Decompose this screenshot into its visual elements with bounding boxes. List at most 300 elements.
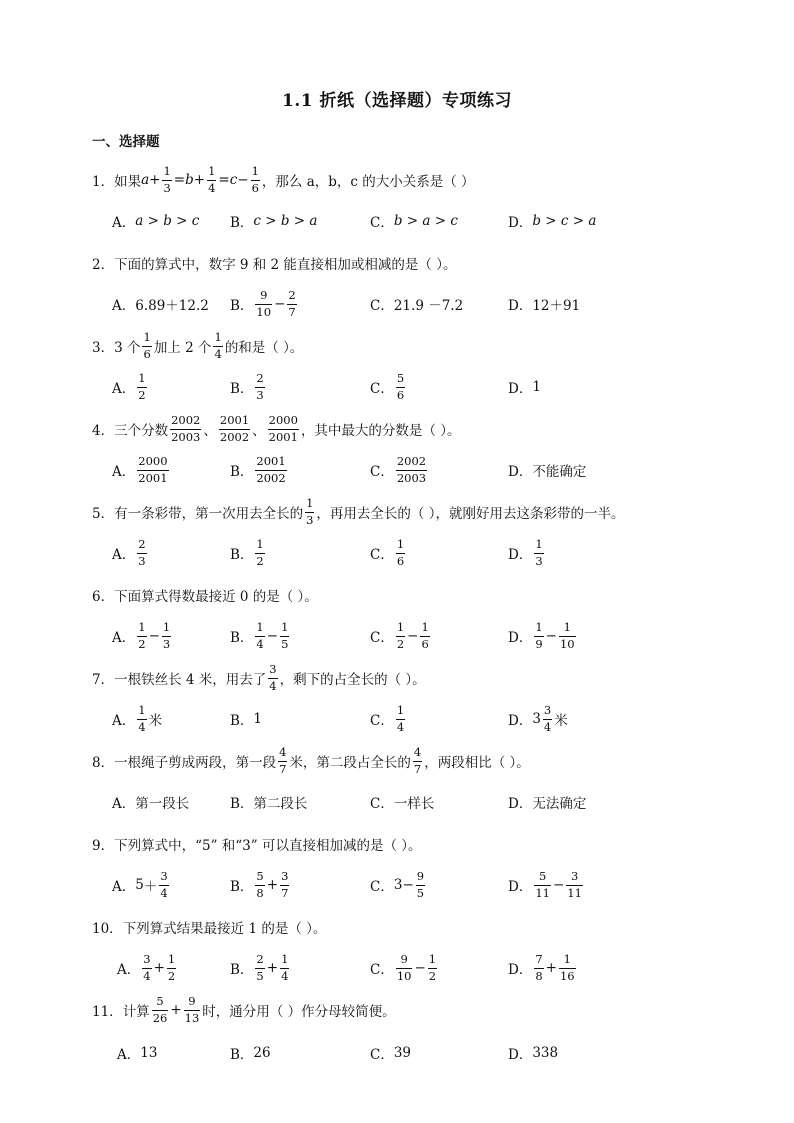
denominator: 8: [256, 885, 264, 900]
stem-text: 时，通分用（ ）作分母较简便。: [202, 1004, 396, 1020]
numerator: 1: [396, 537, 405, 552]
denominator: 5: [281, 636, 289, 651]
option-letter: D．: [508, 547, 533, 563]
option-d[interactable]: [508, 533, 546, 573]
option-value: 第二段长: [253, 796, 308, 812]
option-letter: B．: [230, 962, 254, 978]
fraction: [251, 165, 260, 194]
fraction: [534, 621, 543, 650]
numerator: 9: [416, 869, 425, 884]
stem-text: 三个分数: [114, 423, 169, 439]
option-value: 338: [532, 1045, 559, 1061]
stem-text: 如果: [114, 174, 142, 190]
question-number: 6．: [92, 589, 115, 605]
option-c[interactable]: [370, 865, 427, 905]
option-value: 12＋91: [532, 298, 581, 314]
fraction: [396, 953, 413, 982]
numerator: 5: [538, 869, 547, 884]
denominator: 3: [306, 512, 314, 527]
denominator: 2002: [256, 470, 286, 485]
option-letter: C．: [370, 215, 394, 231]
fraction: [162, 165, 171, 194]
denominator: 4: [281, 968, 289, 983]
numerator: 1: [162, 620, 171, 635]
denominator: 2002: [219, 429, 250, 444]
operator: −: [414, 960, 426, 976]
stem-text: ，那么 a，b，c 的大小关系是（ ）: [261, 174, 475, 190]
unit-label: 米: [148, 713, 163, 729]
option-a[interactable]: [112, 450, 171, 490]
option-value: c > b > a: [253, 213, 318, 229]
denominator: 7: [288, 304, 296, 319]
numerator: 1: [281, 620, 289, 635]
question-3-options: [0, 367, 794, 407]
section-heading: 一、选择题: [92, 134, 160, 150]
option-c[interactable]: [370, 533, 407, 573]
option-value: b > a > c: [393, 213, 458, 229]
operator: +: [170, 1002, 182, 1018]
option-a[interactable]: [112, 284, 209, 324]
denominator: 16: [559, 968, 575, 983]
stem-text: ，两段相比（ ）。: [424, 755, 530, 771]
option-letter: B．: [230, 796, 254, 812]
option-b[interactable]: [230, 284, 299, 324]
option-letter: B．: [230, 215, 254, 231]
question-4-stem: [92, 409, 460, 449]
fraction: [219, 414, 250, 443]
var-c: c: [229, 172, 238, 188]
numerator: 3: [570, 869, 579, 884]
denominator: 2001: [138, 470, 168, 485]
numerator: 1: [138, 620, 146, 635]
fraction: [305, 497, 314, 526]
option-a[interactable]: [112, 782, 189, 822]
fraction: [268, 663, 277, 692]
operator: −: [274, 296, 286, 312]
option-a[interactable]: [117, 1033, 157, 1073]
option-d[interactable]: [508, 699, 568, 739]
equals-sign: =: [173, 172, 186, 188]
option-a[interactable]: [112, 699, 162, 739]
denominator: 3: [256, 387, 264, 402]
numerator: 1: [535, 620, 543, 635]
var-b: b: [185, 172, 194, 188]
option-value: 1: [253, 711, 263, 727]
plus-sign: +: [193, 172, 206, 188]
option-letter: A．: [112, 215, 136, 231]
fraction: [396, 621, 405, 650]
operator: −: [545, 628, 557, 644]
option-value: 26: [253, 1045, 271, 1061]
stem-text: 计算: [122, 1004, 150, 1020]
question-1-stem: [92, 160, 475, 200]
option-d[interactable]: [508, 948, 578, 988]
question-11-stem: [92, 990, 396, 1030]
option-letter: D．: [508, 298, 533, 314]
fraction: [255, 953, 264, 982]
whole-number: 5: [135, 877, 144, 893]
denominator: 2001: [268, 429, 298, 444]
option-c[interactable]: [370, 367, 407, 407]
option-value: 13: [140, 1045, 158, 1061]
numerator: 2: [138, 537, 146, 552]
option-value: 21.9 －7.2: [393, 298, 464, 314]
numerator: 2: [256, 952, 264, 967]
question-9-options: [0, 865, 794, 905]
numerator: 1: [256, 620, 264, 635]
option-letter: A．: [117, 962, 141, 978]
option-letter: D．: [508, 464, 533, 480]
fraction: [255, 372, 264, 401]
minus-sign: −: [237, 172, 249, 188]
stem-text: 一根铁丝长 4 米，用去了: [114, 672, 267, 688]
denominator: 2: [428, 968, 437, 983]
option-letter: B．: [230, 547, 254, 563]
fraction: [280, 621, 289, 650]
numerator: 1: [208, 164, 216, 179]
option-d[interactable]: [508, 450, 586, 490]
numerator: 1: [138, 371, 146, 386]
fraction: [413, 746, 422, 775]
question-number: 9．: [92, 838, 115, 854]
numerator: 1: [163, 164, 171, 179]
denominator: 6: [396, 387, 405, 402]
option-a[interactable]: [112, 533, 149, 573]
denominator: 2: [396, 636, 405, 651]
denominator: 2: [167, 968, 176, 983]
denominator: 10: [396, 968, 412, 983]
fraction: [416, 870, 425, 899]
option-letter: A．: [112, 796, 136, 812]
question-6-stem: [92, 575, 318, 615]
denominator: 2: [256, 553, 264, 568]
option-b[interactable]: [230, 699, 262, 739]
stem-text: 的和是（ ）。: [224, 340, 304, 356]
numerator: 3: [281, 869, 289, 884]
option-letter: D．: [508, 796, 533, 812]
question-8-stem: [92, 741, 530, 781]
option-letter: A．: [112, 630, 136, 646]
denominator: 10: [559, 636, 575, 651]
fraction: [280, 870, 289, 899]
option-value: 6.89＋12.2: [135, 298, 209, 314]
option-letter: B．: [230, 630, 254, 646]
denominator: 3: [162, 636, 171, 651]
option-letter: A．: [112, 713, 136, 729]
numerator: 1: [421, 620, 429, 635]
fraction: [213, 331, 222, 360]
question-8-options: [0, 782, 794, 822]
question-number: 3．: [92, 340, 115, 356]
question-2-stem: [92, 243, 456, 283]
denominator: 4: [396, 719, 405, 734]
question-3-stem: [92, 326, 303, 366]
denominator: 11: [567, 885, 582, 900]
option-b[interactable]: [230, 533, 267, 573]
option-b[interactable]: [230, 367, 267, 407]
option-a[interactable]: [112, 367, 149, 407]
operator: −: [552, 877, 565, 893]
numerator: 9: [260, 288, 268, 303]
stem-text: 3 个: [114, 340, 141, 356]
numerator: 5: [396, 371, 405, 386]
question-5-options: [0, 533, 794, 573]
fraction: [167, 953, 176, 982]
option-letter: D．: [508, 713, 533, 729]
stem-text: ，其中最大的分数是（ ）。: [300, 423, 461, 439]
option-a[interactable]: [112, 865, 171, 905]
fraction: [534, 953, 543, 982]
question-11-options: [0, 1033, 794, 1073]
stem-text: ，剩下的占全长的（ ）。: [279, 672, 426, 688]
operator: +: [153, 960, 165, 976]
separator: 、: [252, 423, 266, 439]
denominator: 2: [138, 636, 146, 651]
operator: −: [402, 877, 414, 893]
option-letter: B．: [230, 464, 254, 480]
stem-text: 米，第二段占全长的: [289, 755, 411, 771]
question-number: 1．: [92, 174, 115, 190]
fraction: [396, 704, 405, 733]
option-letter: D．: [508, 1047, 533, 1063]
fraction: [207, 165, 216, 194]
option-letter: B．: [230, 381, 254, 397]
question-number: 2．: [92, 257, 115, 273]
fraction: [396, 372, 405, 401]
numerator: 2: [256, 371, 264, 386]
denominator: 4: [138, 719, 146, 734]
option-b[interactable]: [230, 616, 291, 656]
numerator: 1: [167, 952, 176, 967]
denominator: 4: [269, 678, 277, 693]
fraction: [396, 538, 405, 567]
question-5-stem: [92, 492, 624, 532]
numerator: 3: [143, 952, 151, 967]
question-number: 8．: [92, 755, 115, 771]
option-letter: C．: [370, 1047, 394, 1063]
option-letter: C．: [370, 796, 394, 812]
option-letter: C．: [370, 381, 394, 397]
option-letter: C．: [370, 962, 394, 978]
option-b[interactable]: [230, 948, 291, 988]
numerator: 2: [288, 288, 296, 303]
question-10-stem: [92, 907, 326, 947]
option-letter: C．: [370, 713, 394, 729]
option-value: 不能确定: [532, 464, 587, 480]
numerator: 2000: [268, 413, 298, 428]
denominator: 6: [421, 636, 429, 651]
option-letter: C．: [370, 630, 394, 646]
denominator: 3: [163, 180, 171, 195]
denominator: 13: [184, 1010, 200, 1025]
fraction: [534, 870, 551, 899]
operator: +: [266, 877, 279, 893]
question-7-options: [0, 699, 794, 739]
operator: −: [407, 628, 419, 644]
numerator: 3: [269, 662, 277, 677]
numerator: 3: [160, 869, 168, 884]
fraction: [559, 953, 576, 982]
numerator: 1: [306, 496, 314, 511]
option-c[interactable]: [370, 450, 429, 490]
option-b[interactable]: [230, 865, 291, 905]
option-letter: D．: [508, 630, 533, 646]
numerator: 4: [413, 745, 422, 760]
denominator: 2003: [171, 429, 201, 444]
option-value: 第一段长: [135, 796, 190, 812]
option-d[interactable]: [508, 865, 585, 905]
denominator: 11: [535, 885, 550, 900]
fraction: [137, 621, 146, 650]
question-number: 5．: [92, 506, 115, 522]
numerator: 1: [396, 620, 405, 635]
fraction: [184, 995, 201, 1024]
operator: ＋: [143, 879, 158, 895]
denominator: 6: [396, 553, 405, 568]
fraction: [396, 455, 427, 484]
denominator: 7: [281, 885, 289, 900]
option-letter: B．: [230, 1047, 254, 1063]
option-letter: C．: [370, 298, 394, 314]
option-c[interactable]: [370, 201, 458, 241]
fraction: [255, 455, 286, 484]
option-b[interactable]: [230, 1033, 271, 1073]
fraction: [142, 953, 151, 982]
stem-text: 加上 2 个: [153, 340, 212, 356]
whole-number: 3: [532, 711, 541, 727]
denominator: 8: [535, 968, 543, 983]
option-letter: D．: [508, 381, 533, 397]
option-c[interactable]: [370, 948, 439, 988]
option-value: 39: [393, 1045, 412, 1061]
option-letter: D．: [508, 215, 533, 231]
numerator: 2000: [138, 454, 168, 469]
operator: −: [148, 628, 160, 644]
option-letter: A．: [112, 547, 136, 563]
whole-number: 3: [393, 877, 403, 893]
option-a[interactable]: [112, 201, 199, 241]
denominator: 6: [143, 346, 151, 361]
denominator: 3: [138, 553, 146, 568]
stem-text: 下面的算式中，数字 9 和 2 能直接相加或相减的是（ ）。: [114, 257, 457, 273]
denominator: 3: [535, 553, 543, 568]
option-c[interactable]: [370, 782, 434, 822]
numerator: 2002: [171, 413, 201, 428]
option-d[interactable]: [508, 616, 578, 656]
numerator: 1: [535, 537, 543, 552]
fraction: [543, 704, 552, 733]
denominator: 6: [251, 180, 259, 195]
numerator: 1: [428, 952, 437, 967]
fraction: [255, 538, 264, 567]
option-c[interactable]: [370, 1033, 411, 1073]
denominator: 4: [143, 968, 151, 983]
plus-sign: +: [149, 172, 161, 188]
operator: −: [266, 628, 279, 644]
stem-text: 下列算式结果最接近 1 的是（ ）。: [122, 921, 327, 937]
option-a[interactable]: [117, 948, 178, 988]
stem-text: 一根绳子剪成两段，第一段: [114, 755, 277, 771]
fraction: [159, 870, 168, 899]
option-letter: A．: [112, 298, 136, 314]
numerator: 4: [279, 745, 287, 760]
fraction: [268, 414, 299, 443]
fraction: [162, 621, 171, 650]
option-d[interactable]: [508, 367, 541, 407]
operator: +: [545, 960, 557, 976]
option-letter: B．: [230, 879, 254, 895]
option-letter: D．: [508, 962, 533, 978]
denominator: 2003: [396, 470, 427, 485]
fraction: [566, 870, 583, 899]
option-letter: C．: [370, 879, 394, 895]
question-number: 10．: [92, 921, 123, 937]
option-d[interactable]: [508, 782, 586, 822]
option-a[interactable]: [112, 616, 173, 656]
numerator: 1: [396, 703, 405, 718]
question-1-options: [0, 201, 794, 241]
denominator: 2: [138, 387, 146, 402]
option-d[interactable]: [508, 1033, 558, 1073]
option-value: 1: [532, 379, 541, 395]
option-c[interactable]: [370, 699, 407, 739]
question-number: 4．: [92, 423, 115, 439]
option-d[interactable]: [508, 201, 596, 241]
numerator: 7: [535, 952, 543, 967]
fraction: [142, 331, 151, 360]
denominator: 10: [256, 304, 272, 319]
numerator: 1: [214, 330, 222, 345]
fraction: [420, 621, 429, 650]
option-letter: A．: [112, 381, 136, 397]
option-d[interactable]: [508, 284, 580, 324]
fraction: [152, 995, 169, 1024]
separator: 、: [203, 423, 217, 439]
question-number: 7．: [92, 672, 115, 688]
option-b[interactable]: [230, 450, 289, 490]
numerator: 1: [256, 537, 264, 552]
fraction: [255, 621, 264, 650]
option-b[interactable]: [230, 201, 317, 241]
numerator: 1: [563, 620, 571, 635]
denominator: 7: [279, 761, 287, 776]
option-letter: C．: [370, 547, 394, 563]
option-c[interactable]: [370, 616, 432, 656]
option-value: b > c > a: [532, 213, 597, 229]
numerator: 1: [281, 952, 289, 967]
stem-text: 下面算式得数最接近 0 的是（ ）。: [114, 589, 318, 605]
option-value: a > b > c: [135, 213, 200, 229]
option-value: 一样长: [393, 796, 435, 812]
fraction: [428, 953, 437, 982]
var-a: a: [141, 172, 150, 188]
numerator: 2001: [256, 454, 286, 469]
denominator: 7: [413, 761, 422, 776]
numerator: 1: [138, 703, 146, 718]
option-letter: A．: [117, 1047, 141, 1063]
option-b[interactable]: [230, 782, 307, 822]
fraction: [137, 372, 146, 401]
option-letter: C．: [370, 464, 394, 480]
denominator: 9: [535, 636, 543, 651]
option-c[interactable]: [370, 284, 463, 324]
numerator: 9: [400, 952, 408, 967]
option-letter: A．: [112, 879, 136, 895]
option-letter: B．: [230, 713, 254, 729]
numerator: 2001: [219, 413, 250, 428]
fraction: [137, 538, 146, 567]
fraction: [534, 538, 543, 567]
